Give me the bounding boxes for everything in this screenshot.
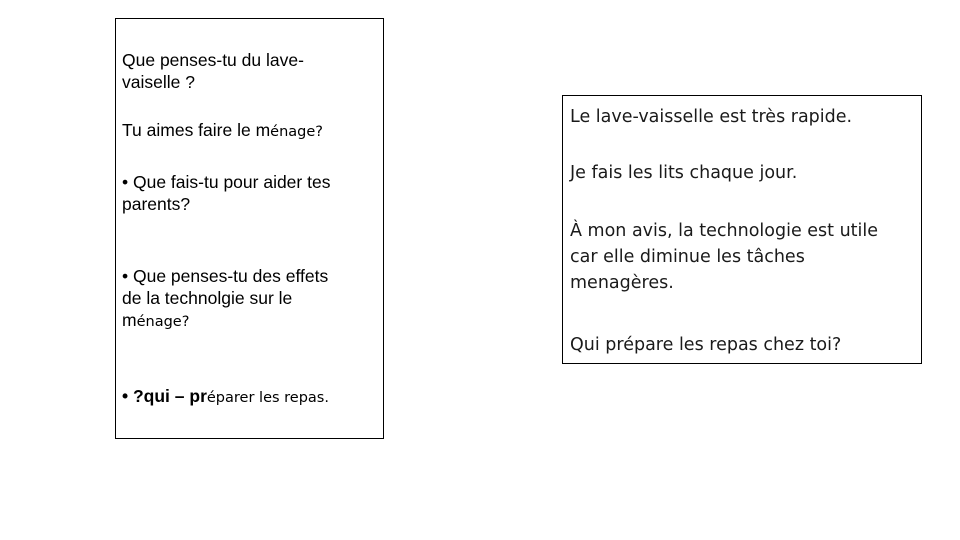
answers-card [562,95,922,364]
question-menage-suffix: énage? [270,124,323,140]
question-effets-technologie-main: • Que penses-tu des effets de la technolgie sur le m [122,266,329,330]
answer-technologie: À mon avis, la technologie est utile car elle diminue les tâches menagères. [570,221,879,293]
questions-card [115,18,384,439]
question-preparer-repas-main: • ?qui – pr [122,386,207,406]
question-menage-prefix: Tu aimes faire le m [122,120,271,140]
question-aider-parents: • Que fais-tu pour aider tes parents? [122,172,331,214]
question-effets-technologie-suffix: énage? [136,314,190,330]
answer-qui-prepare: Qui prépare les repas chez toi? [570,335,842,355]
question-menage [122,119,372,143]
question-preparer-repas-suffix: éparer les repas. [206,390,329,406]
answer-lits: Je fais les lits chaque jour. [570,163,798,183]
answer-lave-vaisselle: Le lave-vaisselle est très rapide. [570,107,853,127]
question-preparer-repas [122,385,372,409]
question-effets-technologie [122,265,372,333]
question-lave-vaiselle: Que penses-tu du lave- vaiselle ? [122,50,304,92]
